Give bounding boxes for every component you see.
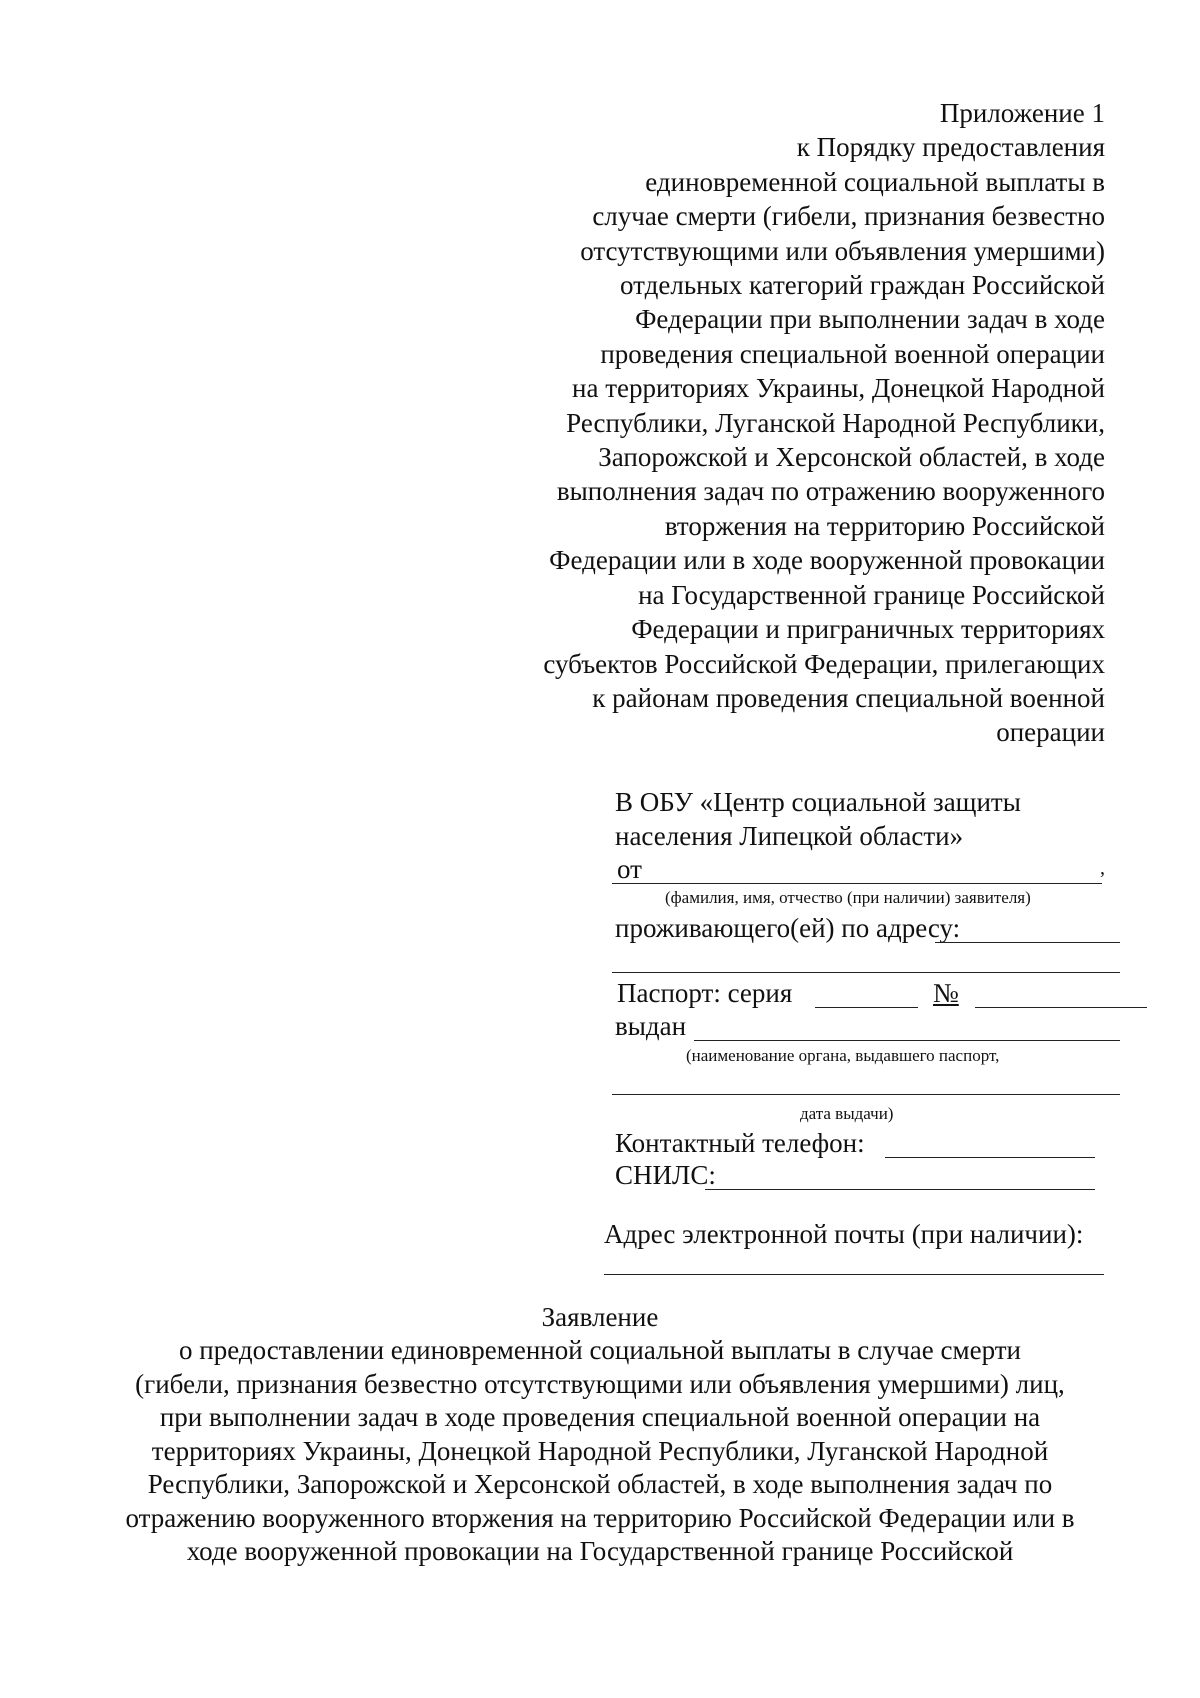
appendix-line: Республики, Луганской Народной Республики, [566,407,1105,438]
issued-caption-2: дата выдачи) [800,1104,894,1123]
snils-label: СНИЛС: [615,1160,716,1190]
passport-series-label: Паспорт: серия [617,978,793,1008]
appendix-line: отсутствующими или объявления умершими) [580,235,1105,266]
snils-field[interactable] [705,1189,1095,1190]
appendix-line: Федерации и приграничных территориях [631,614,1105,645]
appendix-line: Федерации или в ходе вооруженной провокации [549,545,1105,576]
statement-body [80,1334,1120,1569]
applicant-name-caption: (фамилия, имя, отчество (при наличии) заявителя) [665,888,1031,907]
appendix-line: к Порядку предоставления [796,132,1105,163]
passport-number-field[interactable] [975,1007,1147,1008]
phone-label: Контактный телефон: [615,1128,865,1158]
issued-by-field[interactable] [694,1040,1120,1041]
appendix-line: Федерации при выполнении задач в ходе [635,304,1105,335]
appendix-line: на Государственной границе Российской [638,579,1105,610]
address-field-2[interactable] [612,972,1120,973]
address-field-1[interactable] [935,942,1120,943]
appendix-line: Запорожской и Херсонской областей, в ходе [598,442,1105,473]
appendix-line: случае смерти (гибели, признания безвестно [592,201,1105,232]
appendix-line: выполнения задач по отражению вооруженного [556,476,1105,507]
from-label: от [617,854,642,884]
statement-line: при выполнении задач в ходе проведения специальной военной операции на [159,1402,1041,1432]
issued-by-field-2[interactable] [612,1094,1120,1095]
appendix-line: на территориях Украины, Донецкой Народной [572,373,1105,404]
issued-caption-1: (наименование органа, выдавшего паспорт, [686,1046,1000,1065]
phone-field[interactable] [885,1157,1095,1158]
statement-line: о предоставлении единовременной социальной выплаты в случае смерти [179,1335,1021,1365]
passport-number-label: № [933,978,959,1008]
from-comma: , [1100,857,1105,879]
appendix-line: единовременной социальной выплаты в [645,166,1105,197]
appendix-line: субъектов Российской Федерации, прилегающих [543,648,1105,679]
address-label: проживающего(ей) по адресу: [615,913,961,943]
statement-title: Заявление [541,1302,659,1332]
appendix-line: вторжения на территорию Российской [664,510,1105,541]
statement-line: (гибели, признания безвестно отсутствующими или объявления умершими) лиц, [135,1368,1065,1399]
statement-line: отражению вооруженного вторжения на территорию Российской Федерации или в [125,1502,1075,1533]
recipient-line-2: населения Липецкой области» [615,821,964,851]
appendix-line: к районам проведения специальной военной [592,682,1105,713]
passport-series-field[interactable] [815,1007,918,1008]
appendix-line: проведения специальной военной операции [600,338,1105,369]
email-field[interactable] [604,1274,1104,1275]
applicant-name-field[interactable] [612,883,1102,884]
issued-label: выдан [615,1011,687,1041]
appendix-line: операции [996,717,1105,748]
statement-line: ходе вооруженной провокации на Государственной границе Российской [186,1536,1014,1566]
statement-line: Республики, Запорожской и Херсонской областей, в ходе выполнения задач по [147,1469,1053,1499]
recipient-line-1: В ОБУ «Центр социальной защиты [615,787,1021,817]
statement-line: территориях Украины, Донецкой Народной Республики, Луганской Народной [151,1435,1049,1466]
appendix-line: отдельных категорий граждан Российской [620,270,1105,301]
appendix-line: Приложение 1 [939,98,1105,128]
email-label: Адрес электронной почты (при наличии): [604,1219,1084,1249]
